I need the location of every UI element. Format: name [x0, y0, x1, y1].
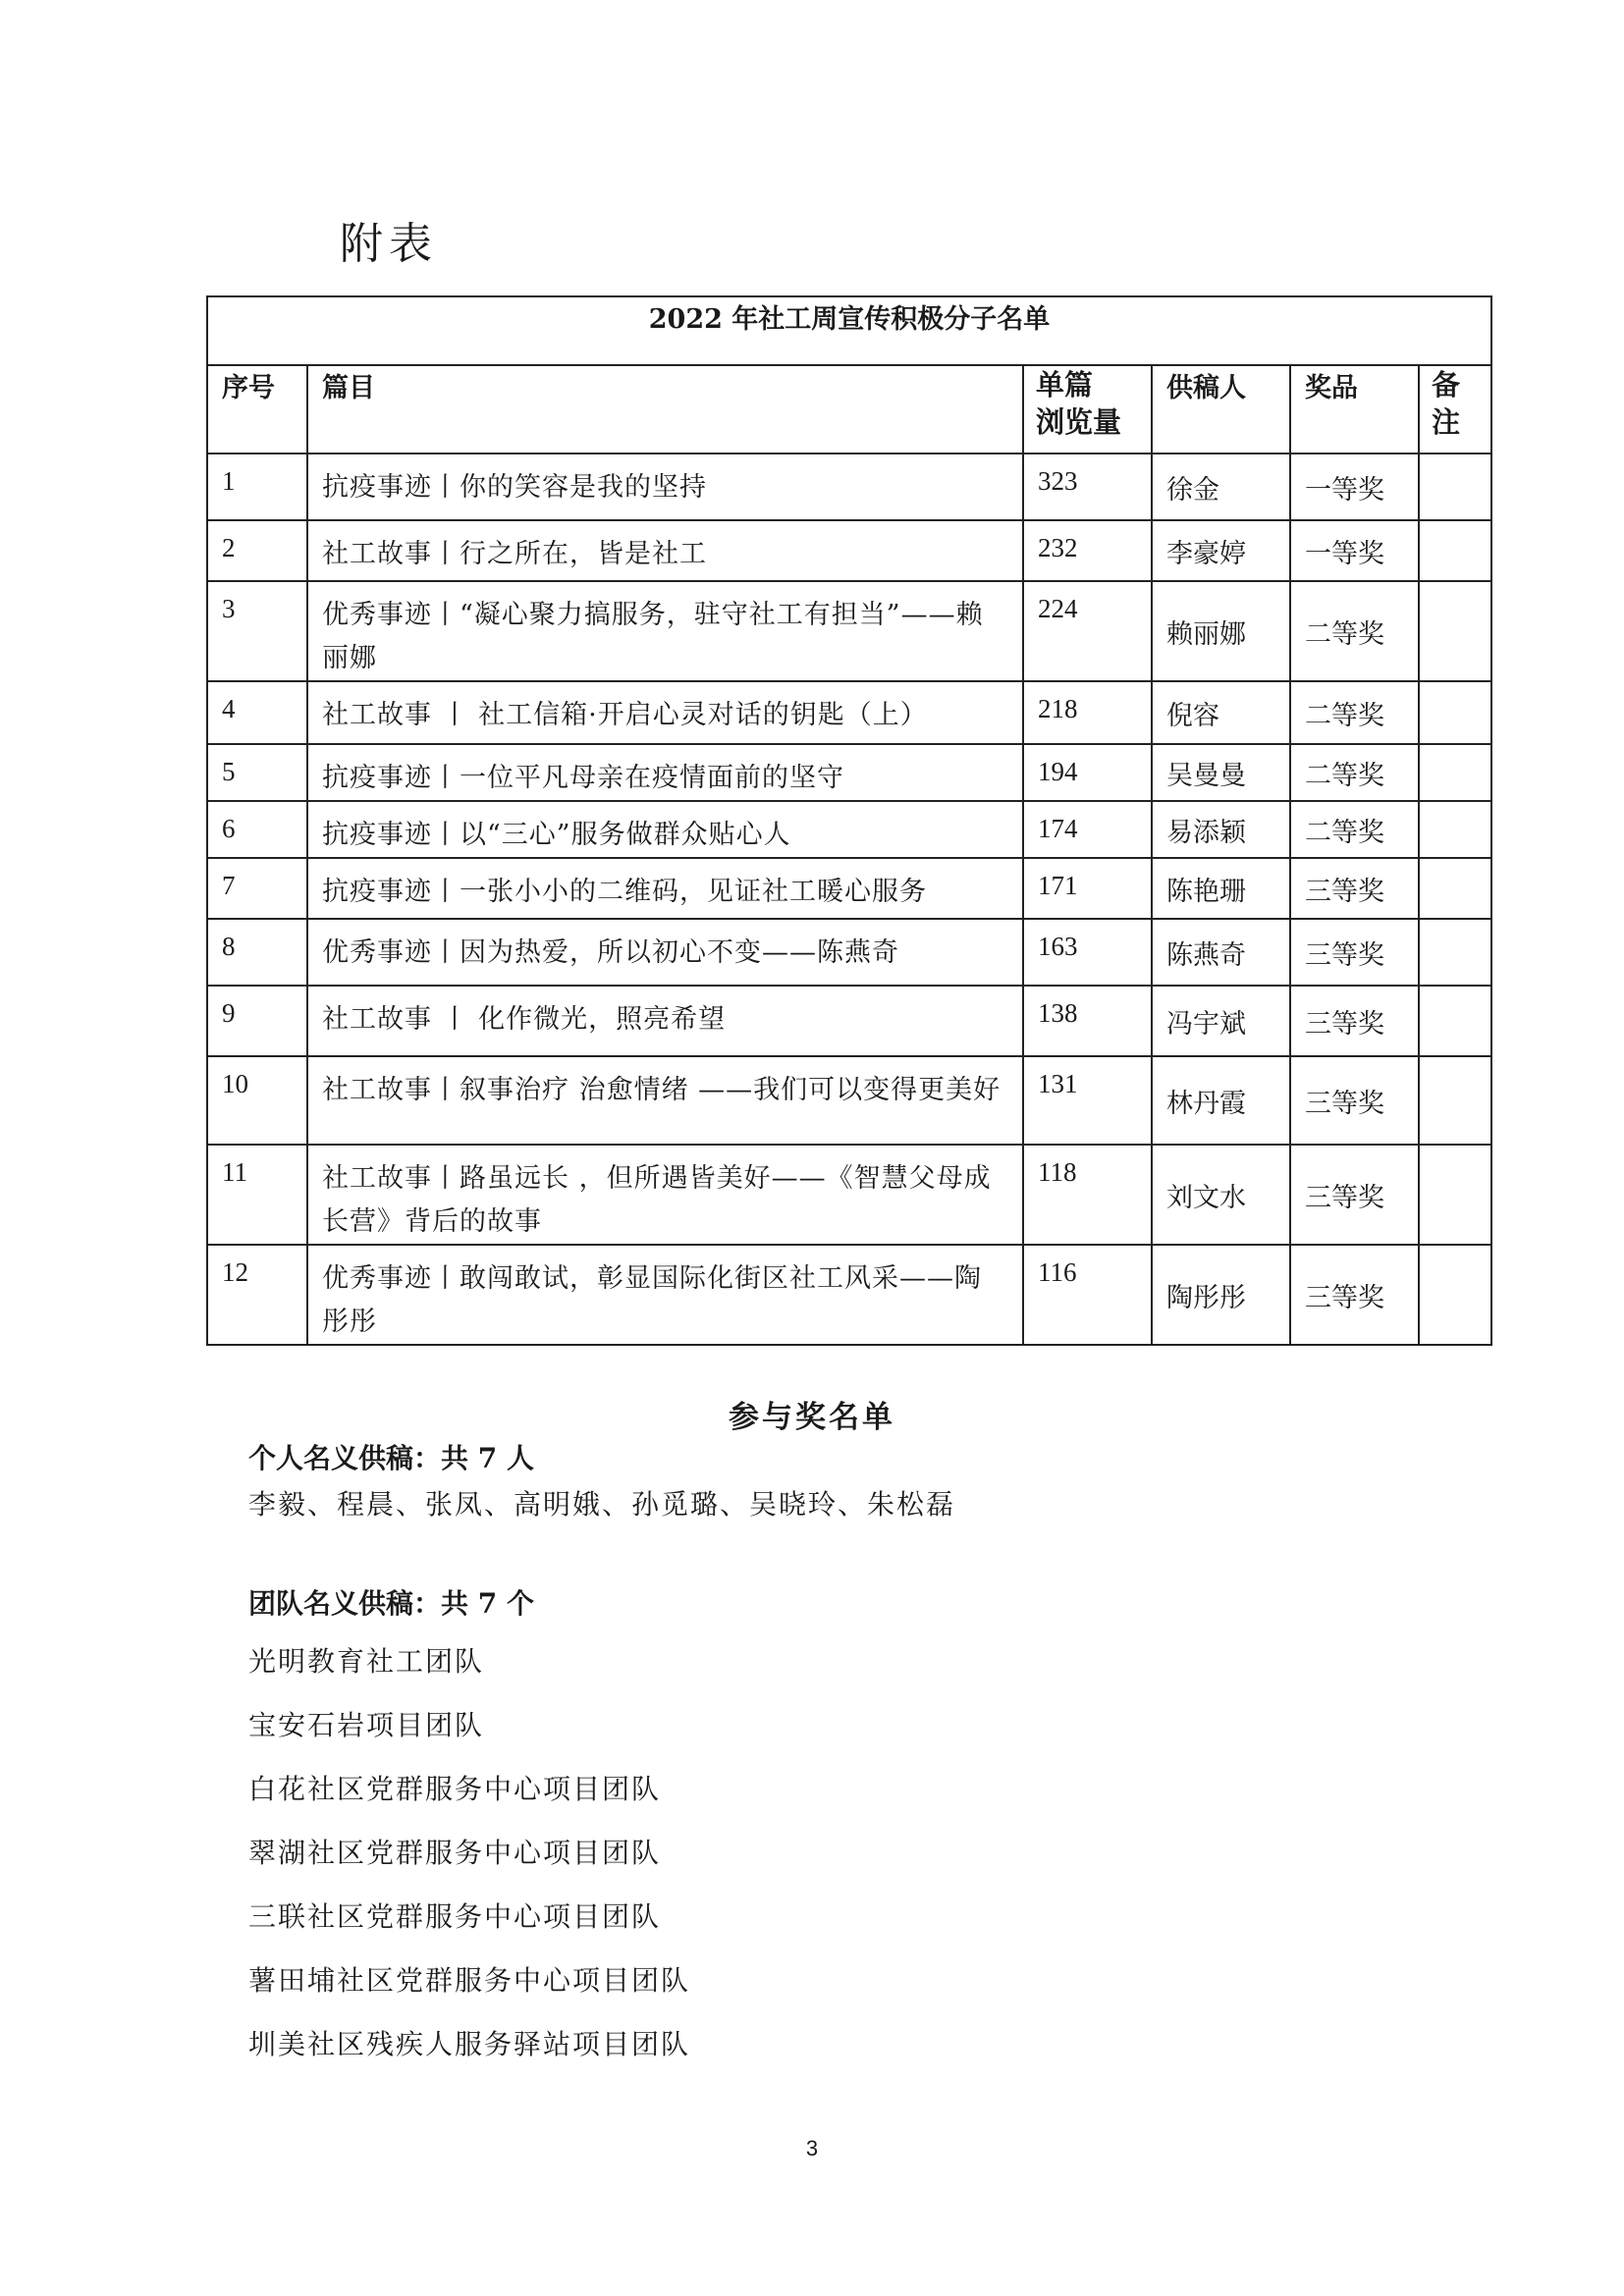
- row-prize: 三等奖: [1290, 1245, 1419, 1345]
- table-row: [207, 858, 1491, 919]
- header-views: [1023, 365, 1152, 454]
- row-prize: 二等奖: [1290, 801, 1419, 858]
- row-author: 赖丽娜: [1152, 581, 1290, 681]
- row-index: 5: [207, 744, 307, 801]
- table-row: [207, 1145, 1491, 1245]
- row-author: 陶彤彤: [1152, 1245, 1290, 1345]
- row-remark: [1419, 1056, 1491, 1145]
- row-index: 12: [207, 1245, 307, 1345]
- row-author: 陈艳珊: [1152, 858, 1290, 919]
- team-label: 团队名义供稿：共 7 个: [248, 1587, 534, 1620]
- header-remark: [1419, 365, 1491, 454]
- team-item: 薯田埔社区党群服务中心项目团队: [248, 1964, 691, 1997]
- header-remark-line2: 注: [1432, 405, 1461, 439]
- row-prize: 二等奖: [1290, 681, 1419, 744]
- award-table: [206, 295, 1492, 1346]
- team-item: 光明教育社工团队: [248, 1645, 485, 1678]
- row-views: 323: [1023, 454, 1152, 520]
- header-article: 篇目: [307, 365, 1023, 454]
- table-row: [207, 1056, 1491, 1145]
- row-title: 抗疫事迹丨一张小小的二维码，见证社工暖心服务: [307, 858, 1023, 919]
- row-views: 218: [1023, 681, 1152, 744]
- row-index: 6: [207, 801, 307, 858]
- row-author: 陈燕奇: [1152, 919, 1290, 986]
- table-row: [207, 681, 1491, 744]
- row-title: 社工故事 丨 化作微光，照亮希望: [307, 986, 1023, 1056]
- row-title: 抗疫事迹丨你的笑容是我的坚持: [307, 454, 1023, 520]
- row-prize: 一等奖: [1290, 454, 1419, 520]
- row-author: 易添颖: [1152, 801, 1290, 858]
- team-item: 三联社区党群服务中心项目团队: [248, 1900, 662, 1933]
- individual-label: 个人名义供稿：共 7 人: [248, 1442, 534, 1474]
- header-views-line2: 浏览量: [1036, 405, 1122, 439]
- row-remark: [1419, 744, 1491, 801]
- row-title: 社工故事丨行之所在，皆是社工: [307, 520, 1023, 581]
- row-views: 118: [1023, 1145, 1152, 1245]
- row-views: 171: [1023, 858, 1152, 919]
- row-remark: [1419, 1245, 1491, 1345]
- row-index: 7: [207, 858, 307, 919]
- row-remark: [1419, 801, 1491, 858]
- row-prize: 三等奖: [1290, 919, 1419, 986]
- row-index: 1: [207, 454, 307, 520]
- row-title: 优秀事迹丨敢闯敢试，彰显国际化街区社工风采——陶彤彤: [307, 1245, 1023, 1345]
- row-prize: 三等奖: [1290, 858, 1419, 919]
- row-views: 174: [1023, 801, 1152, 858]
- row-views: 232: [1023, 520, 1152, 581]
- table-row: [207, 919, 1491, 986]
- row-index: 11: [207, 1145, 307, 1245]
- row-views: 194: [1023, 744, 1152, 801]
- row-prize: 二等奖: [1290, 581, 1419, 681]
- row-title: 社工故事丨叙事治疗 治愈情绪 ——我们可以变得更美好: [307, 1056, 1023, 1145]
- row-remark: [1419, 1145, 1491, 1245]
- table-row: [207, 986, 1491, 1056]
- row-index: 9: [207, 986, 307, 1056]
- individual-names: 李毅、程晨、张凤、高明娥、孙觅璐、吴晓玲、朱松磊: [248, 1488, 956, 1521]
- table-title: 2022 年社工周宣传积极分子名单: [207, 296, 1491, 365]
- row-prize: 二等奖: [1290, 744, 1419, 801]
- header-prize: 奖品: [1290, 365, 1419, 454]
- row-views: 116: [1023, 1245, 1152, 1345]
- table-row: [207, 1245, 1491, 1345]
- row-prize: 三等奖: [1290, 1145, 1419, 1245]
- table-row: [207, 520, 1491, 581]
- table-row: [207, 454, 1491, 520]
- row-author: 吴曼曼: [1152, 744, 1290, 801]
- team-item: 白花社区党群服务中心项目团队: [248, 1773, 662, 1805]
- row-title: 抗疫事迹丨一位平凡母亲在疫情面前的坚守: [307, 744, 1023, 801]
- row-remark: [1419, 581, 1491, 681]
- row-views: 224: [1023, 581, 1152, 681]
- row-remark: [1419, 919, 1491, 986]
- participation-section: [0, 1392, 1624, 1436]
- header-index: 序号: [207, 365, 307, 454]
- row-index: 4: [207, 681, 307, 744]
- participation-title: 参与奖名单: [729, 1400, 895, 1435]
- row-title: 优秀事迹丨“凝心聚力搞服务，驻守社工有担当”——赖丽娜: [307, 581, 1023, 681]
- row-remark: [1419, 986, 1491, 1056]
- team-item: 宝安石岩项目团队: [248, 1709, 485, 1741]
- row-title: 社工故事 丨 社工信箱·开启心灵对话的钥匙（上）: [307, 681, 1023, 744]
- row-prize: 一等奖: [1290, 520, 1419, 581]
- table-row: [207, 744, 1491, 801]
- header-views-line1: 单篇: [1036, 368, 1094, 401]
- appendix-heading: 附表: [340, 219, 438, 269]
- table-row: [207, 801, 1491, 858]
- row-author: 冯宇斌: [1152, 986, 1290, 1056]
- row-remark: [1419, 858, 1491, 919]
- row-views: 163: [1023, 919, 1152, 986]
- table-row: [207, 581, 1491, 681]
- row-author: 林丹霞: [1152, 1056, 1290, 1145]
- row-index: 10: [207, 1056, 307, 1145]
- row-views: 138: [1023, 986, 1152, 1056]
- row-remark: [1419, 520, 1491, 581]
- row-title: 社工故事丨路虽远长 ，但所遇皆美好——《智慧父母成长营》背后的故事: [307, 1145, 1023, 1245]
- row-index: 2: [207, 520, 307, 581]
- row-author: 李豪婷: [1152, 520, 1290, 581]
- table-title-row: [207, 296, 1491, 365]
- header-remark-line1: 备: [1432, 368, 1461, 401]
- page-number: 3: [805, 2136, 819, 2161]
- row-author: 徐金: [1152, 454, 1290, 520]
- row-index: 3: [207, 581, 307, 681]
- row-prize: 三等奖: [1290, 986, 1419, 1056]
- table-header-row: [207, 365, 1491, 454]
- row-title: 抗疫事迹丨以“三心”服务做群众贴心人: [307, 801, 1023, 858]
- row-author: 刘文水: [1152, 1145, 1290, 1245]
- row-remark: [1419, 454, 1491, 520]
- row-title: 优秀事迹丨因为热爱，所以初心不变——陈燕奇: [307, 919, 1023, 986]
- team-item: 圳美社区残疾人服务驿站项目团队: [248, 2028, 691, 2060]
- row-views: 131: [1023, 1056, 1152, 1145]
- header-author: 供稿人: [1152, 365, 1290, 454]
- row-index: 8: [207, 919, 307, 986]
- team-item: 翠湖社区党群服务中心项目团队: [248, 1837, 662, 1869]
- row-author: 倪容: [1152, 681, 1290, 744]
- row-prize: 三等奖: [1290, 1056, 1419, 1145]
- row-remark: [1419, 681, 1491, 744]
